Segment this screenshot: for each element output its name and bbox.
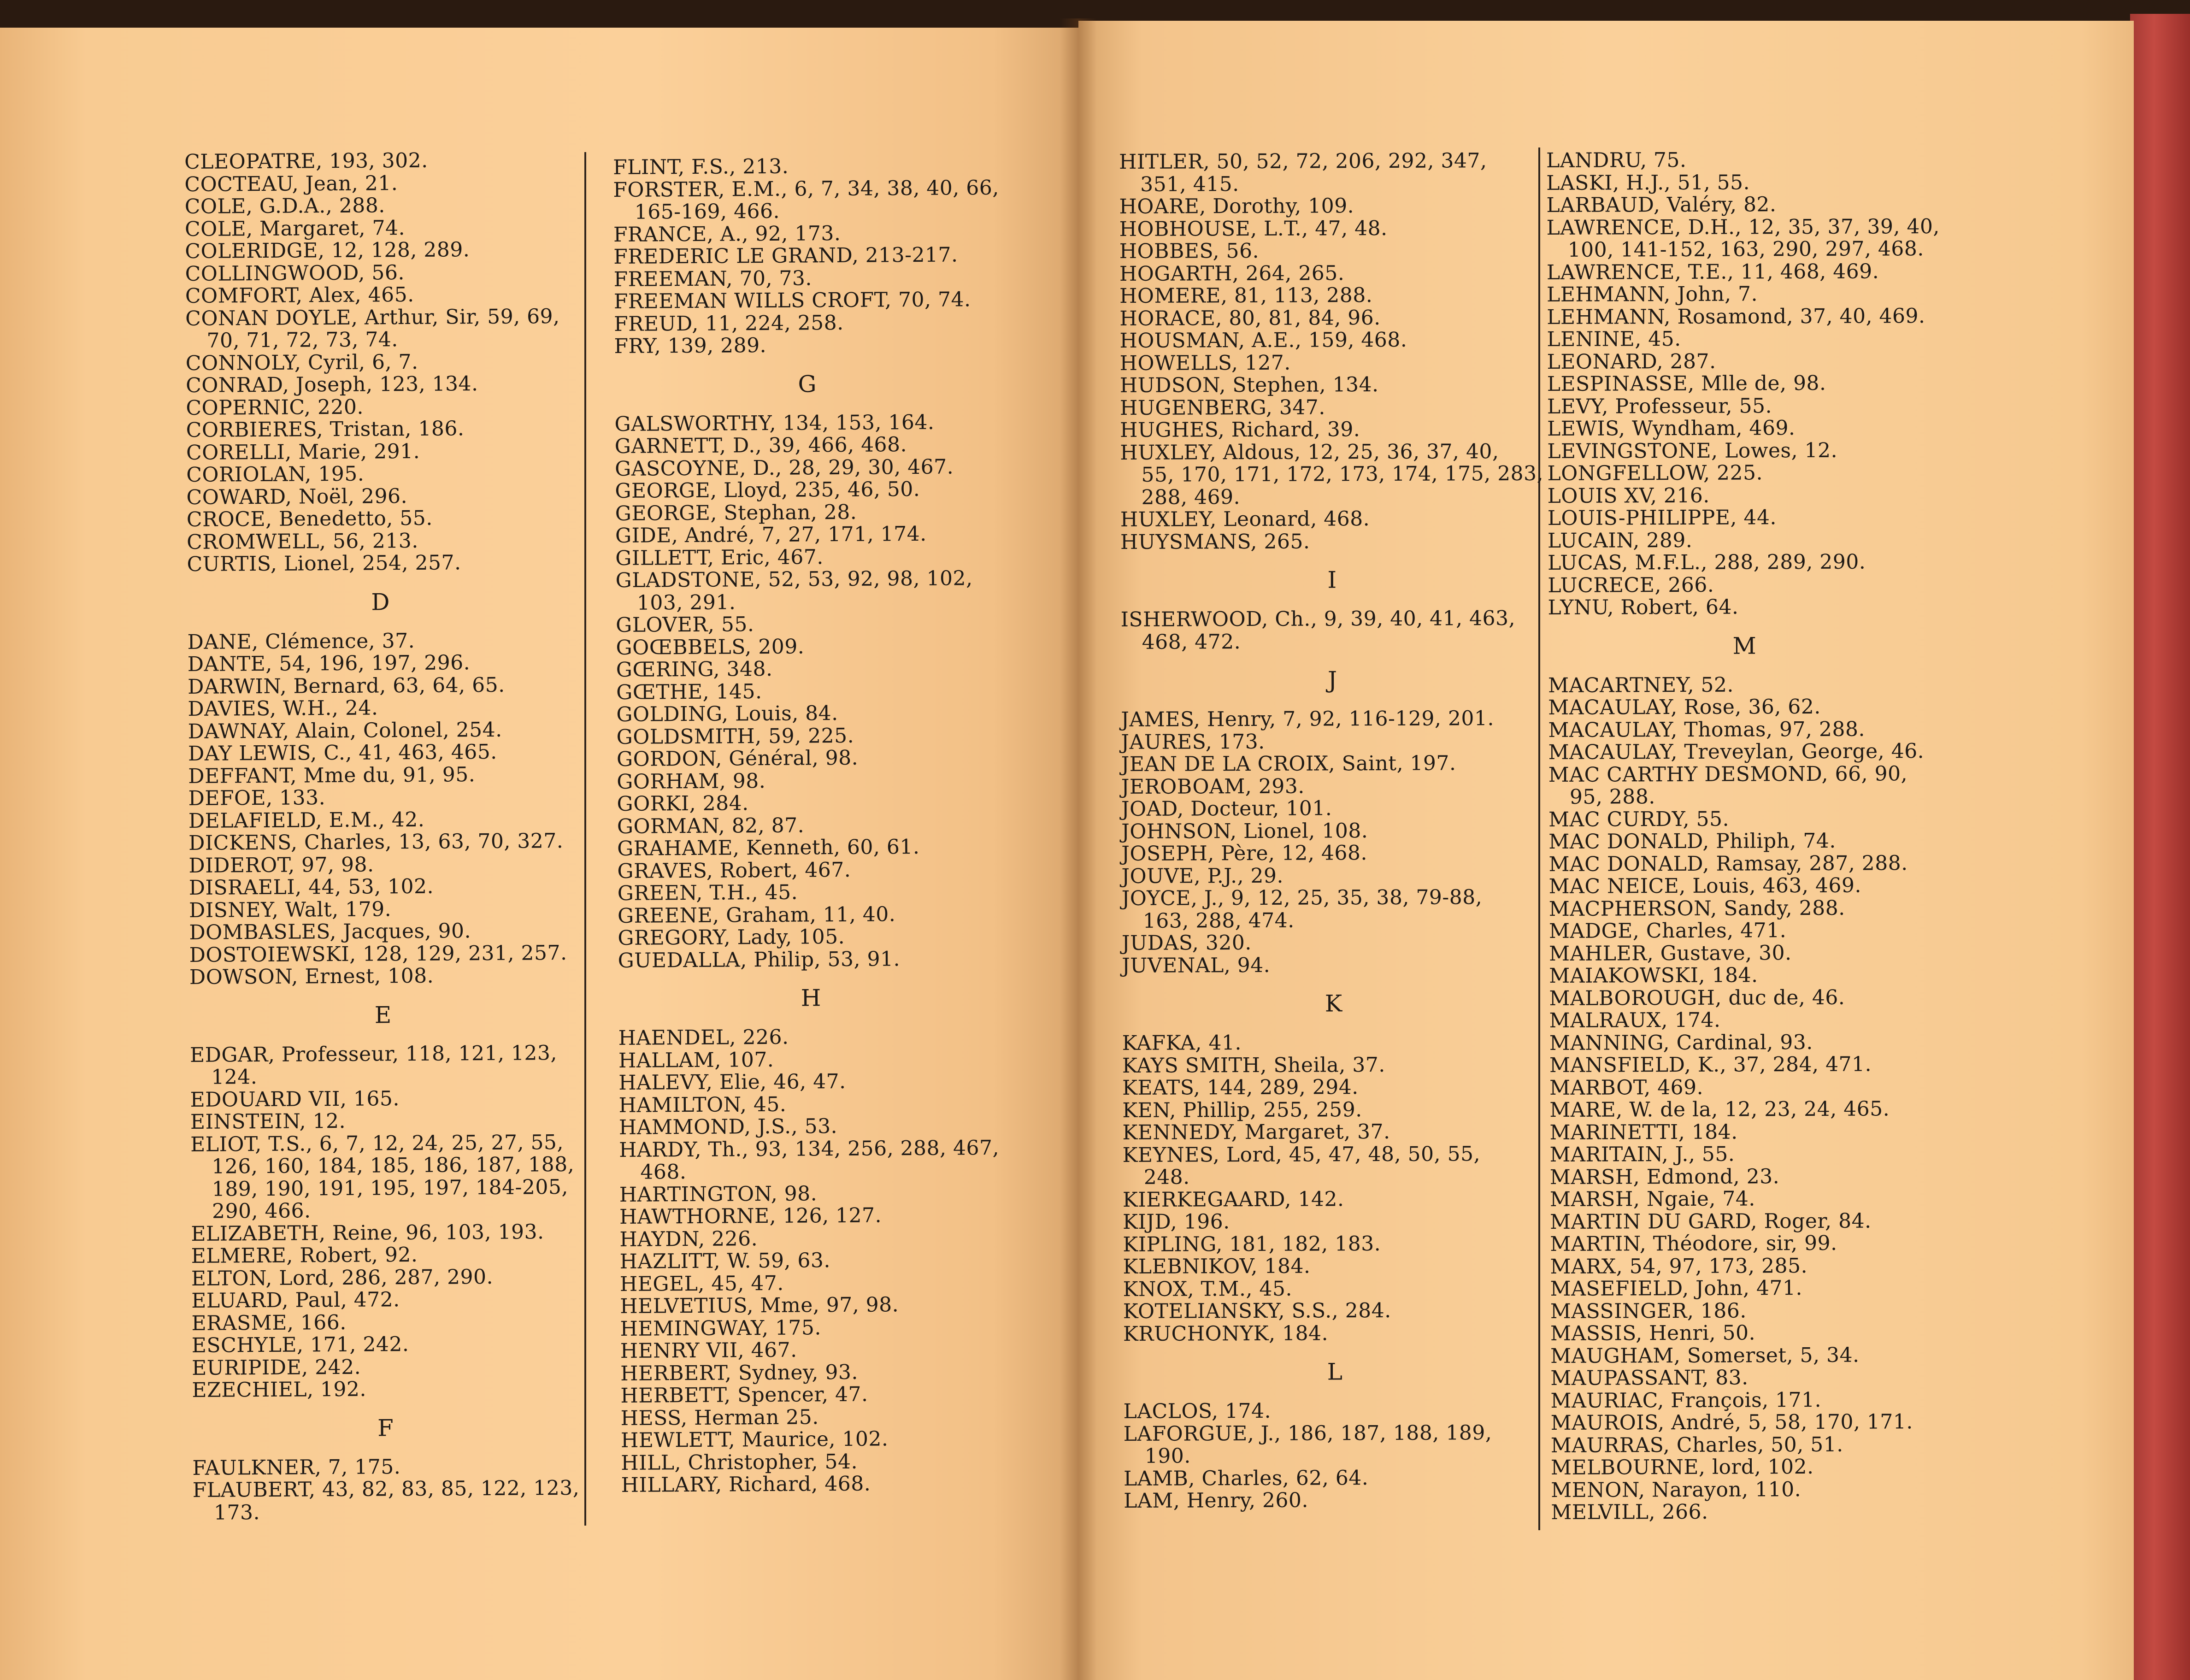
index-entry: GLOVER, 55. (616, 613, 754, 637)
index-entry: GEORGE, Lloyd, 235, 46, 50. (615, 477, 920, 503)
section-letter-heading: D (371, 588, 390, 616)
index-entry: LANDRU, 75. (1546, 148, 1687, 172)
index-entry: GREGORY, Lady, 105. (618, 925, 845, 950)
index-entry: LOUIS XV, 216. (1547, 483, 1710, 508)
index-entry: MARSH, Edmond, 23. (1549, 1164, 1780, 1189)
index-entry: KRUCHONYK, 184. (1123, 1321, 1329, 1346)
index-entry: MAC CARTHY DESMOND, 66, 90, (1548, 761, 1908, 787)
index-entry: GREEN, T.H., 45. (617, 880, 798, 905)
index-entry: HARTINGTON, 98. (619, 1181, 818, 1207)
index-entry: LUCRECE, 266. (1548, 573, 1714, 597)
index-entry: JAURES, 173. (1121, 730, 1265, 754)
index-entry: COMFORT, Alex, 465. (185, 283, 414, 308)
index-entry-continuation: 248. (1143, 1165, 1190, 1189)
index-entry-continuation: 351, 415. (1140, 172, 1239, 196)
index-entry: MAC CURDY, 55. (1548, 807, 1730, 831)
index-entry: FLAUBERT, 43, 82, 83, 85, 122, 123, (192, 1476, 580, 1502)
index-entry: KOTELIANSKY, S.S., 284. (1123, 1298, 1391, 1323)
index-entry: COLLINGWOOD, 56. (185, 260, 405, 286)
index-entry: GILLETT, Eric, 467. (615, 545, 824, 570)
index-entry: HILLARY, Richard, 468. (621, 1472, 871, 1497)
index-entry: GEORGE, Stephan, 28. (615, 500, 857, 525)
index-entry-continuation: 190. (1144, 1444, 1191, 1468)
index-entry: MELVILL, 266. (1551, 1500, 1708, 1524)
index-entry: FRY, 139, 289. (614, 333, 767, 358)
index-entry: MANSFIELD, K., 37, 284, 471. (1549, 1052, 1872, 1077)
index-entry: HUDSON, Stephen, 134. (1119, 373, 1379, 397)
section-letter-heading: E (374, 1001, 392, 1029)
index-entry: LYNU, Robert, 64. (1548, 595, 1739, 619)
index-entry: GREENE, Graham, 11, 40. (617, 902, 896, 928)
index-entry: CONRAD, Joseph, 123, 134. (185, 372, 478, 397)
index-entry: GOLDSMITH, 59, 225. (616, 724, 854, 749)
index-entry: ELMERE, Robert, 92. (191, 1243, 418, 1268)
index-entry: ERASME, 166. (191, 1310, 347, 1335)
index-entry: CROMWELL, 56, 213. (187, 529, 418, 554)
index-entry: MENON, Narayon, 110. (1551, 1477, 1801, 1502)
index-entry: MACAULAY, Thomas, 97, 288. (1548, 717, 1866, 742)
index-entry: FORSTER, E.M., 6, 7, 34, 38, 40, 66, (613, 176, 999, 202)
index-entry: KAFKA, 41. (1122, 1031, 1242, 1055)
index-entry: ELIOT, T.S., 6, 7, 12, 24, 25, 27, 55, (190, 1130, 564, 1156)
index-entry: LEHMANN, John, 7. (1547, 282, 1758, 307)
index-entry: LAMB, Charles, 62, 64. (1123, 1466, 1369, 1491)
index-entry: DARWIN, Bernard, 63, 64, 65. (187, 673, 505, 699)
index-entry: FREEMAN, 70, 73. (613, 266, 812, 291)
index-entry: JUVENAL, 94. (1122, 953, 1271, 978)
index-entry: HUGHES, Richard, 39. (1120, 418, 1360, 442)
index-entry: HEWLETT, Maurice, 102. (620, 1427, 889, 1452)
index-entry: JUDAS, 320. (1121, 931, 1252, 955)
index-entry: ISHERWOOD, Ch., 9, 39, 40, 41, 463, (1120, 607, 1516, 631)
index-entry: GORKI, 284. (617, 791, 749, 816)
index-entry: ELUARD, Paul, 472. (191, 1288, 400, 1313)
index-entry: LARBAUD, Valéry, 82. (1546, 193, 1777, 217)
index-entry: FREDERIC LE GRAND, 213-217. (613, 243, 958, 269)
index-entry: GŒRING, 348. (616, 657, 773, 682)
index-entry: JOHNSON, Lionel, 108. (1121, 819, 1368, 843)
index-entry: HALEVY, Elie, 46, 47. (618, 1069, 846, 1095)
index-entry-continuation: 165-169, 466. (634, 199, 780, 224)
index-entry: CORBIERES, Tristan, 186. (186, 417, 465, 442)
index-entry: HALLAM, 107. (618, 1048, 774, 1073)
index-entry: MAIAKOWSKI, 184. (1549, 963, 1758, 988)
index-entry-continuation: 103, 291. (636, 590, 736, 615)
index-entry: GLADSTONE, 52, 53, 92, 98, 102, (615, 566, 973, 592)
index-entry: HOBBES, 56. (1119, 239, 1260, 263)
index-entry: HOARE, Dorothy, 109. (1119, 194, 1354, 218)
index-entry: COCTEAU, Jean, 21. (184, 171, 398, 196)
index-entry-continuation: 100, 141-152, 163, 290, 297, 468. (1567, 237, 1924, 262)
index-entry: HELVETIUS, Mme, 97, 98. (620, 1293, 899, 1318)
index-entry: GORDON, Général, 98. (616, 746, 859, 771)
index-entry: LENINE, 45. (1547, 327, 1681, 351)
index-entry-continuation: 468, 472. (1142, 630, 1241, 654)
index-entry: MACPHERSON, Sandy, 288. (1548, 896, 1845, 921)
index-entry: MARINETTI, 184. (1549, 1120, 1738, 1144)
index-entry: EDGAR, Professeur, 118, 121, 123, (189, 1041, 558, 1067)
index-entry: KEATS, 144, 289, 294. (1122, 1075, 1359, 1100)
index-entry: JOSEPH, Père, 12, 468. (1121, 841, 1367, 866)
index-entry: KNOX, T.M., 45. (1123, 1277, 1293, 1301)
index-entry: EDOUARD VII, 165. (190, 1086, 400, 1112)
index-entry: MELBOURNE, lord, 102. (1550, 1455, 1814, 1480)
index-entry: DANE, Clémence, 37. (187, 629, 415, 654)
index-entry-continuation: 189, 190, 191, 195, 197, 184-205, (212, 1175, 568, 1201)
index-entry: LEVY, Professeur, 55. (1547, 394, 1772, 419)
index-column-left-2 (613, 154, 1007, 1497)
index-entry: JAMES, Henry, 7, 92, 116-129, 201. (1121, 707, 1494, 731)
index-entry: LACLOS, 174. (1123, 1399, 1272, 1423)
section-letter-heading: M (1732, 632, 1757, 660)
index-entry: HUGENBERG, 347. (1119, 395, 1325, 420)
index-entry: FAULKNER, 7, 175. (192, 1455, 401, 1480)
index-entry: MADGE, Charles, 471. (1548, 919, 1787, 943)
index-entry: GALSWORTHY, 134, 153, 164. (614, 410, 935, 436)
index-entry: HOWELLS, 127. (1119, 351, 1291, 375)
index-entry: GOLDING, Louis, 84. (616, 701, 838, 726)
index-entry: DICKENS, Charles, 13, 63, 70, 327. (188, 829, 564, 855)
index-entry: DAY LEWIS, C., 41, 463, 465. (188, 740, 497, 766)
index-entry: DISRAELI, 44, 53, 102. (188, 874, 434, 900)
index-entry: CLEOPATRE, 193, 302. (184, 148, 428, 174)
index-entry: HENRY VII, 467. (620, 1338, 797, 1363)
index-entry: LONGFELLOW, 225. (1547, 461, 1763, 485)
index-entry: LESPINASSE, Mlle de, 98. (1547, 371, 1826, 396)
index-entry: MARBOT, 469. (1549, 1075, 1704, 1100)
index-entry-continuation: 124. (211, 1065, 258, 1089)
index-entry: EURIPIDE, 242. (191, 1355, 361, 1380)
index-entry: HAMILTON, 45. (618, 1092, 787, 1117)
index-entry: GRAHAME, Kenneth, 60, 61. (617, 835, 920, 861)
index-entry: GOŒBBELS, 209. (616, 634, 805, 660)
index-entry-continuation: 173. (213, 1500, 260, 1525)
index-entry: LEONARD, 287. (1547, 349, 1716, 374)
book-cover-edge (2130, 14, 2190, 1680)
section-letter-heading: K (1325, 990, 1342, 1017)
index-entry: MACAULAY, Treveylan, George, 46. (1548, 739, 1925, 764)
index-entry: LUCAS, M.F.L., 288, 289, 290. (1548, 550, 1866, 575)
index-entry: DOWSON, Ernest, 108. (189, 964, 434, 989)
index-entry: MASSIS, Henri, 50. (1550, 1321, 1756, 1345)
index-entry: MAUGHAM, Somerset, 5, 34. (1550, 1343, 1860, 1368)
index-entry-continuation: 126, 160, 184, 185, 186, 187, 188, (212, 1152, 575, 1179)
index-entry: KEYNES, Lord, 45, 47, 48, 50, 55, (1122, 1142, 1481, 1167)
index-entry: ESCHYLE, 171, 242. (191, 1332, 409, 1357)
index-entry: HARDY, Th., 93, 134, 256, 288, 467, (619, 1136, 1000, 1162)
index-entry: FRANCE, A., 92, 173. (613, 221, 841, 247)
index-entry: LAWRENCE, T.E., 11, 468, 469. (1546, 259, 1879, 284)
index-entry: MAC DONALD, Philiph, 74. (1548, 829, 1836, 854)
index-entry-continuation: 290, 466. (212, 1199, 311, 1223)
index-entry: MARITAIN, J., 55. (1549, 1142, 1735, 1167)
index-entry: HESS, Herman 25. (620, 1405, 819, 1430)
index-entry: HAWTHORNE, 126, 127. (619, 1203, 882, 1229)
index-entry: LEWIS, Wyndham, 469. (1547, 416, 1796, 441)
index-entry: LUCAIN, 289. (1547, 528, 1693, 553)
index-entry: EINSTEIN, 12. (190, 1109, 346, 1134)
index-entry: KAYS SMITH, Sheila, 37. (1122, 1053, 1385, 1078)
index-entry-continuation: 163, 288, 474. (1142, 908, 1295, 933)
index-entry: CURTIS, Lionel, 254, 257. (187, 551, 461, 576)
index-entry: FLINT, F.S., 213. (612, 154, 789, 179)
index-entry: DIDEROT, 97, 98. (188, 853, 374, 878)
index-entry: KENNEDY, Margaret, 37. (1122, 1120, 1390, 1144)
index-entry: MARX, 54, 97, 173, 285. (1550, 1254, 1808, 1279)
index-entry: HERBERT, Sydney, 93. (620, 1360, 859, 1385)
index-entry: MARSH, Ngaie, 74. (1549, 1187, 1755, 1211)
index-entry: EZECHIEL, 192. (192, 1377, 367, 1402)
index-entry: HAYDN, 226. (619, 1226, 758, 1251)
index-entry: MARTIN DU GARD, Roger, 84. (1550, 1209, 1872, 1234)
index-entry: GASCOYNE, D., 28, 29, 30, 467. (614, 454, 954, 481)
index-entry: DAWNAY, Alain, Colonel, 254. (188, 718, 502, 743)
index-entry: FREEMAN WILLS CROFT, 70, 74. (613, 288, 971, 313)
index-entry-continuation: 468. (640, 1160, 687, 1184)
index-entry: HOMERE, 81, 113, 288. (1119, 283, 1373, 308)
index-entry: HEGEL, 45, 47. (619, 1271, 784, 1296)
index-entry-continuation: 95, 288. (1569, 785, 1655, 809)
index-entry: DANTE, 54, 196, 197, 296. (187, 651, 471, 676)
index-entry: DOSTOIEWSKI, 128, 129, 231, 257. (189, 941, 567, 967)
index-entry: GUEDALLA, Philip, 53, 91. (618, 947, 901, 973)
index-entry: HOGARTH, 264, 265. (1119, 261, 1345, 286)
section-letter-heading: L (1327, 1358, 1343, 1385)
index-entry: CROCE, Benedetto, 55. (186, 506, 433, 531)
index-entry-continuation: 288, 469. (1141, 485, 1241, 509)
index-entry: JOAD, Docteur, 101. (1121, 796, 1332, 821)
index-entry: KIJD, 196. (1123, 1210, 1230, 1234)
index-entry: HAMMOND, J.S., 53. (618, 1114, 838, 1139)
index-entry: MALBOROUGH, duc de, 46. (1549, 985, 1845, 1010)
index-entry: DAVIES, W.H., 24. (188, 696, 378, 721)
index-column-left-1 (184, 149, 580, 1524)
index-entry: ELIZABETH, Reine, 96, 103, 193. (191, 1220, 544, 1246)
index-entry: ELTON, Lord, 286, 287, 290. (191, 1265, 494, 1291)
index-entry: KEN, Phillip, 255, 259. (1122, 1097, 1362, 1122)
index-entry: KLEBNIKOV, 184. (1123, 1254, 1311, 1279)
index-entry: MARE, W. de la, 12, 23, 24, 465. (1549, 1097, 1890, 1122)
index-entry: GARNETT, D., 39, 466, 468. (614, 433, 907, 458)
index-entry: GORMAN, 82, 87. (617, 813, 805, 838)
index-entry: MAC DONALD, Ramsay, 287, 288. (1548, 851, 1908, 876)
index-entry: DOMBASLES, Jacques, 90. (189, 919, 471, 944)
index-entry-continuation: 55, 170, 171, 172, 173, 174, 175, 283, (1141, 461, 1544, 487)
index-entry: MAC NEICE, Louis, 463, 469. (1548, 873, 1862, 898)
index-entry: LOUIS-PHILIPPE, 44. (1547, 506, 1777, 530)
index-entry: HUXLEY, Leonard, 468. (1120, 507, 1370, 531)
index-entry: HUYSMANS, 265. (1120, 530, 1310, 554)
index-entry: JEAN DE LA CROIX, Saint, 197. (1121, 751, 1456, 776)
section-letter-heading: G (798, 370, 817, 398)
index-entry: HOUSMAN, A.E., 159, 468. (1119, 328, 1407, 353)
column-rule-left-page (584, 152, 586, 1526)
index-entry: MAUROIS, André, 5, 58, 170, 171. (1550, 1410, 1913, 1435)
index-entry: COPERNIC, 220. (186, 395, 364, 420)
index-entry: HOBHOUSE, L.T., 47, 48. (1119, 216, 1388, 241)
index-entry: LASKI, H.J., 51, 55. (1546, 170, 1750, 195)
section-letter-heading: H (801, 984, 822, 1012)
index-entry: MASEFIELD, John, 471. (1550, 1276, 1802, 1301)
index-entry: HAZLITT, W. 59, 63. (619, 1249, 831, 1273)
section-letter-heading: F (377, 1414, 394, 1441)
index-entry: MALRAUX, 174. (1549, 1008, 1721, 1032)
section-letter-heading: I (1327, 566, 1337, 594)
index-entry: MAUPASSANT, 83. (1550, 1366, 1748, 1390)
index-entry: HERBETT, Spencer, 47. (620, 1382, 868, 1408)
index-entry: GŒTHE, 145. (616, 679, 762, 704)
index-entry: CORIOLAN, 195. (186, 462, 365, 487)
index-entry: LAFORGUE, J., 186, 187, 188, 189, (1123, 1421, 1492, 1446)
section-letter-heading: J (1327, 666, 1337, 694)
index-entry: CORELLI, Marie, 291. (186, 439, 420, 465)
index-entry: HORACE, 80, 81, 84, 96. (1119, 306, 1381, 330)
index-entry: HAENDEL, 226. (618, 1025, 789, 1050)
index-entry: LEVINGSTONE, Lowes, 12. (1547, 438, 1838, 463)
index-entry: MAHLER, Gustave, 30. (1548, 941, 1792, 966)
index-entry: MAURIAC, François, 171. (1550, 1388, 1822, 1413)
index-entry: KIPLING, 181, 182, 183. (1123, 1232, 1381, 1256)
index-entry-continuation: 70, 71, 72, 73, 74. (206, 328, 398, 353)
index-column-right-2 (1546, 148, 1944, 1524)
index-entry: KIERKEGAARD, 142. (1122, 1187, 1344, 1212)
index-entry: HILL, Christopher, 54. (621, 1450, 858, 1475)
index-entry: HUXLEY, Aldous, 12, 25, 36, 37, 40, (1120, 439, 1499, 465)
index-entry: DEFFANT, Mme du, 91, 95. (188, 762, 476, 788)
index-entry: JEROBOAM, 293. (1121, 774, 1305, 799)
index-column-right-1 (1119, 150, 1547, 1513)
index-entry: COLE, G.D.A., 288. (184, 194, 385, 218)
index-entry: MACAULAY, Rose, 36, 62. (1548, 695, 1821, 719)
index-entry: MAURRAS, Charles, 50, 51. (1550, 1432, 1843, 1457)
index-entry: LEHMANN, Rosamond, 37, 40, 469. (1547, 304, 1925, 329)
index-entry: LAWRENCE, D.H., 12, 35, 37, 39, 40, (1546, 214, 1940, 240)
index-entry: DELAFIELD, E.M., 42. (188, 808, 425, 833)
index-entry: GORHAM, 98. (617, 769, 766, 794)
index-entry: MASSINGER, 186. (1550, 1298, 1747, 1323)
index-entry: MANNING, Cardinal, 93. (1549, 1030, 1813, 1055)
book-gutter (1060, 18, 1097, 1680)
index-entry: JOUVE, P.J., 29. (1121, 864, 1284, 888)
index-entry: CONNOLY, Cyril, 6, 7. (185, 350, 418, 375)
index-entry: MARTIN, Théodore, sir, 99. (1550, 1231, 1837, 1256)
index-entry: GRAVES, Robert, 467. (617, 858, 851, 883)
index-entry: MACARTNEY, 52. (1548, 673, 1734, 697)
index-entry: CONAN DOYLE, Arthur, Sir, 59, 69, (185, 304, 560, 330)
index-entry: GIDE, André, 7, 27, 171, 174. (615, 522, 927, 548)
index-entry: COLERIDGE, 12, 128, 289. (185, 238, 470, 263)
index-entry: HITLER, 50, 52, 72, 206, 292, 347, (1119, 149, 1487, 174)
index-entry: LAM, Henry, 260. (1124, 1488, 1309, 1513)
index-entry: COWARD, Noël, 296. (186, 484, 408, 509)
index-entry: DEFOE, 133. (188, 786, 326, 810)
index-entry: HEMINGWAY, 175. (620, 1315, 822, 1341)
index-entry: JOYCE, J., 9, 12, 25, 35, 38, 79-88, (1121, 885, 1483, 910)
index-entry: COLE, Margaret, 74. (184, 216, 406, 241)
index-entry: DISNEY, Walt, 179. (188, 897, 392, 922)
index-entry: FREUD, 11, 224, 258. (614, 311, 844, 336)
